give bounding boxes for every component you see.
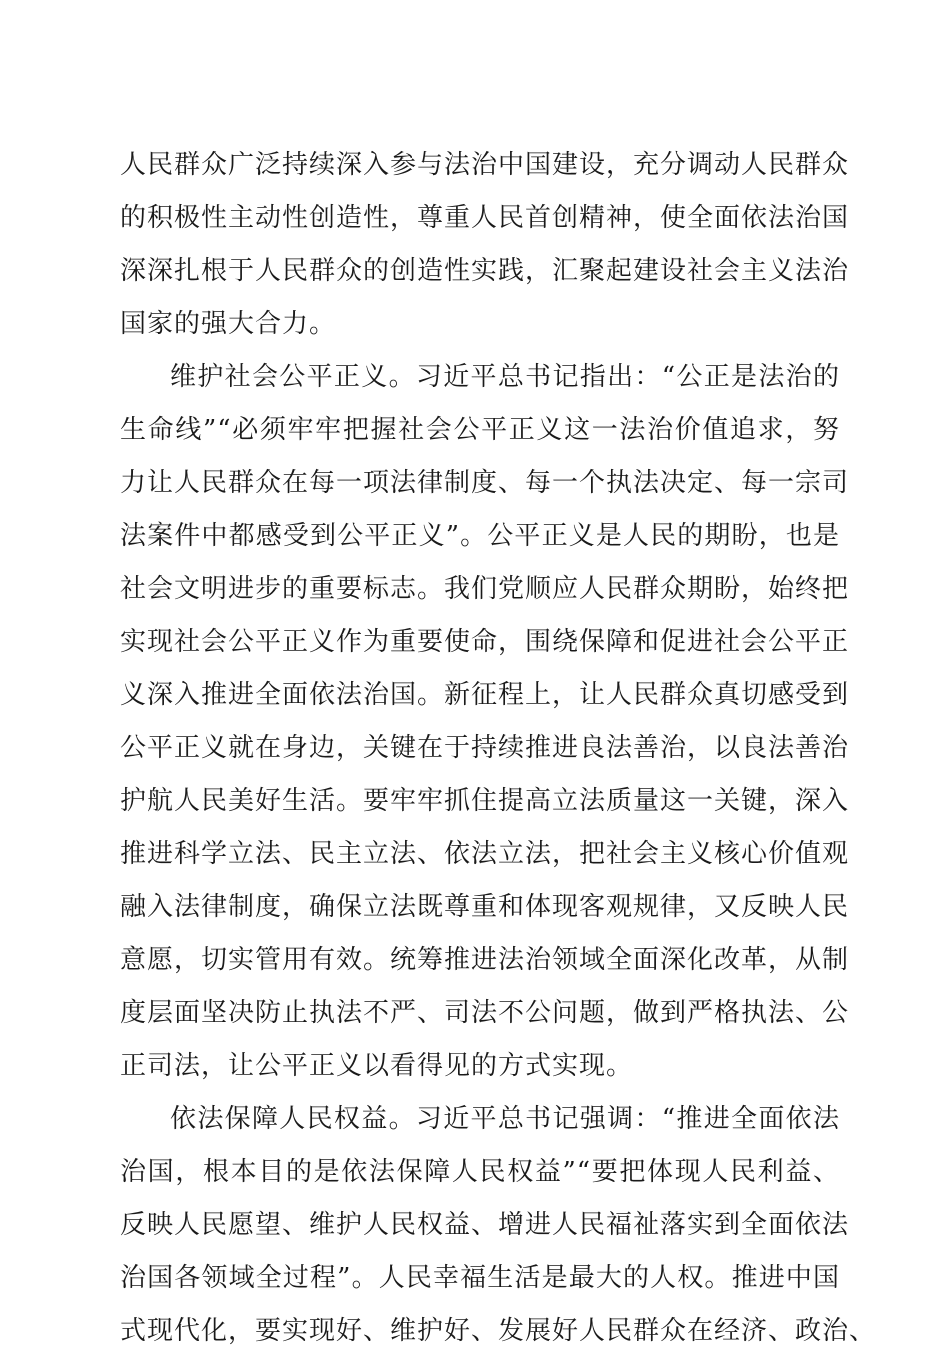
text-line: 意愿，切实管用有效。统筹推进法治领域全面深化改革，从制 — [120, 945, 850, 975]
text-line: 推进科学立法、民主立法、依法立法，把社会主义核心价值观 — [120, 839, 850, 869]
paragraph-1 — [120, 139, 850, 351]
text-line: 社会文明进步的重要标志。我们党顺应人民群众期盼，始终把 — [120, 574, 850, 604]
text-line: 义深入推进全面依法治国。新征程上，让人民群众真切感受到 — [120, 680, 850, 710]
paragraph-2 — [120, 351, 850, 1093]
text-line: 的积极性主动性创造性，尊重人民首创精神，使全面依法治国 — [120, 203, 850, 233]
text-line: 维护社会公平正义。习近平总书记指出：“公正是法治的 — [170, 362, 840, 392]
text-line: 公平正义就在身边，关键在于持续推进良法善治，以良法善治 — [120, 733, 850, 763]
text-line: 实现社会公平正义作为重要使命，围绕保障和促进社会公平正 — [120, 627, 850, 657]
text-line: 力让人民群众在每一项法律制度、每一个执法决定、每一宗司 — [120, 468, 850, 498]
text-line: 治国，根本目的是依法保障人民权益”“要把体现人民利益、 — [120, 1157, 840, 1187]
text-line: 融入法律制度，确保立法既尊重和体现客观规律，又反映人民 — [120, 892, 850, 922]
body-text — [120, 139, 877, 1358]
text-line: 生命线”“必须牢牢把握社会公平正义这一法治价值追求，努 — [120, 415, 840, 445]
text-line: 反映人民愿望、维护人民权益、增进人民福祉落实到全面依法 — [120, 1210, 850, 1240]
text-line: 依法保障人民权益。习近平总书记强调：“推进全面依法 — [170, 1104, 840, 1134]
text-line: 国家的强大合力。 — [120, 309, 337, 339]
text-line: 正司法，让公平正义以看得见的方式实现。 — [120, 1051, 634, 1081]
paragraph-3 — [120, 1093, 877, 1358]
text-line: 法案件中都感受到公平正义”。公平正义是人民的期盼，也是 — [120, 521, 840, 551]
text-line: 深深扎根于人民群众的创造性实践，汇聚起建设社会主义法治 — [120, 256, 850, 286]
text-line: 护航人民美好生活。要牢牢抓住提高立法质量这一关键，深入 — [120, 786, 850, 816]
text-line: 人民群众广泛持续深入参与法治中国建设，充分调动人民群众 — [120, 150, 850, 180]
text-line: 度层面坚决防止执法不严、司法不公问题，做到严格执法、公 — [120, 998, 850, 1028]
text-line: 治国各领域全过程”。人民幸福生活是最大的人权。推进中国 — [120, 1263, 840, 1293]
text-line: 式现代化，要实现好、维护好、发展好人民群众在经济、政治、 — [120, 1316, 877, 1346]
